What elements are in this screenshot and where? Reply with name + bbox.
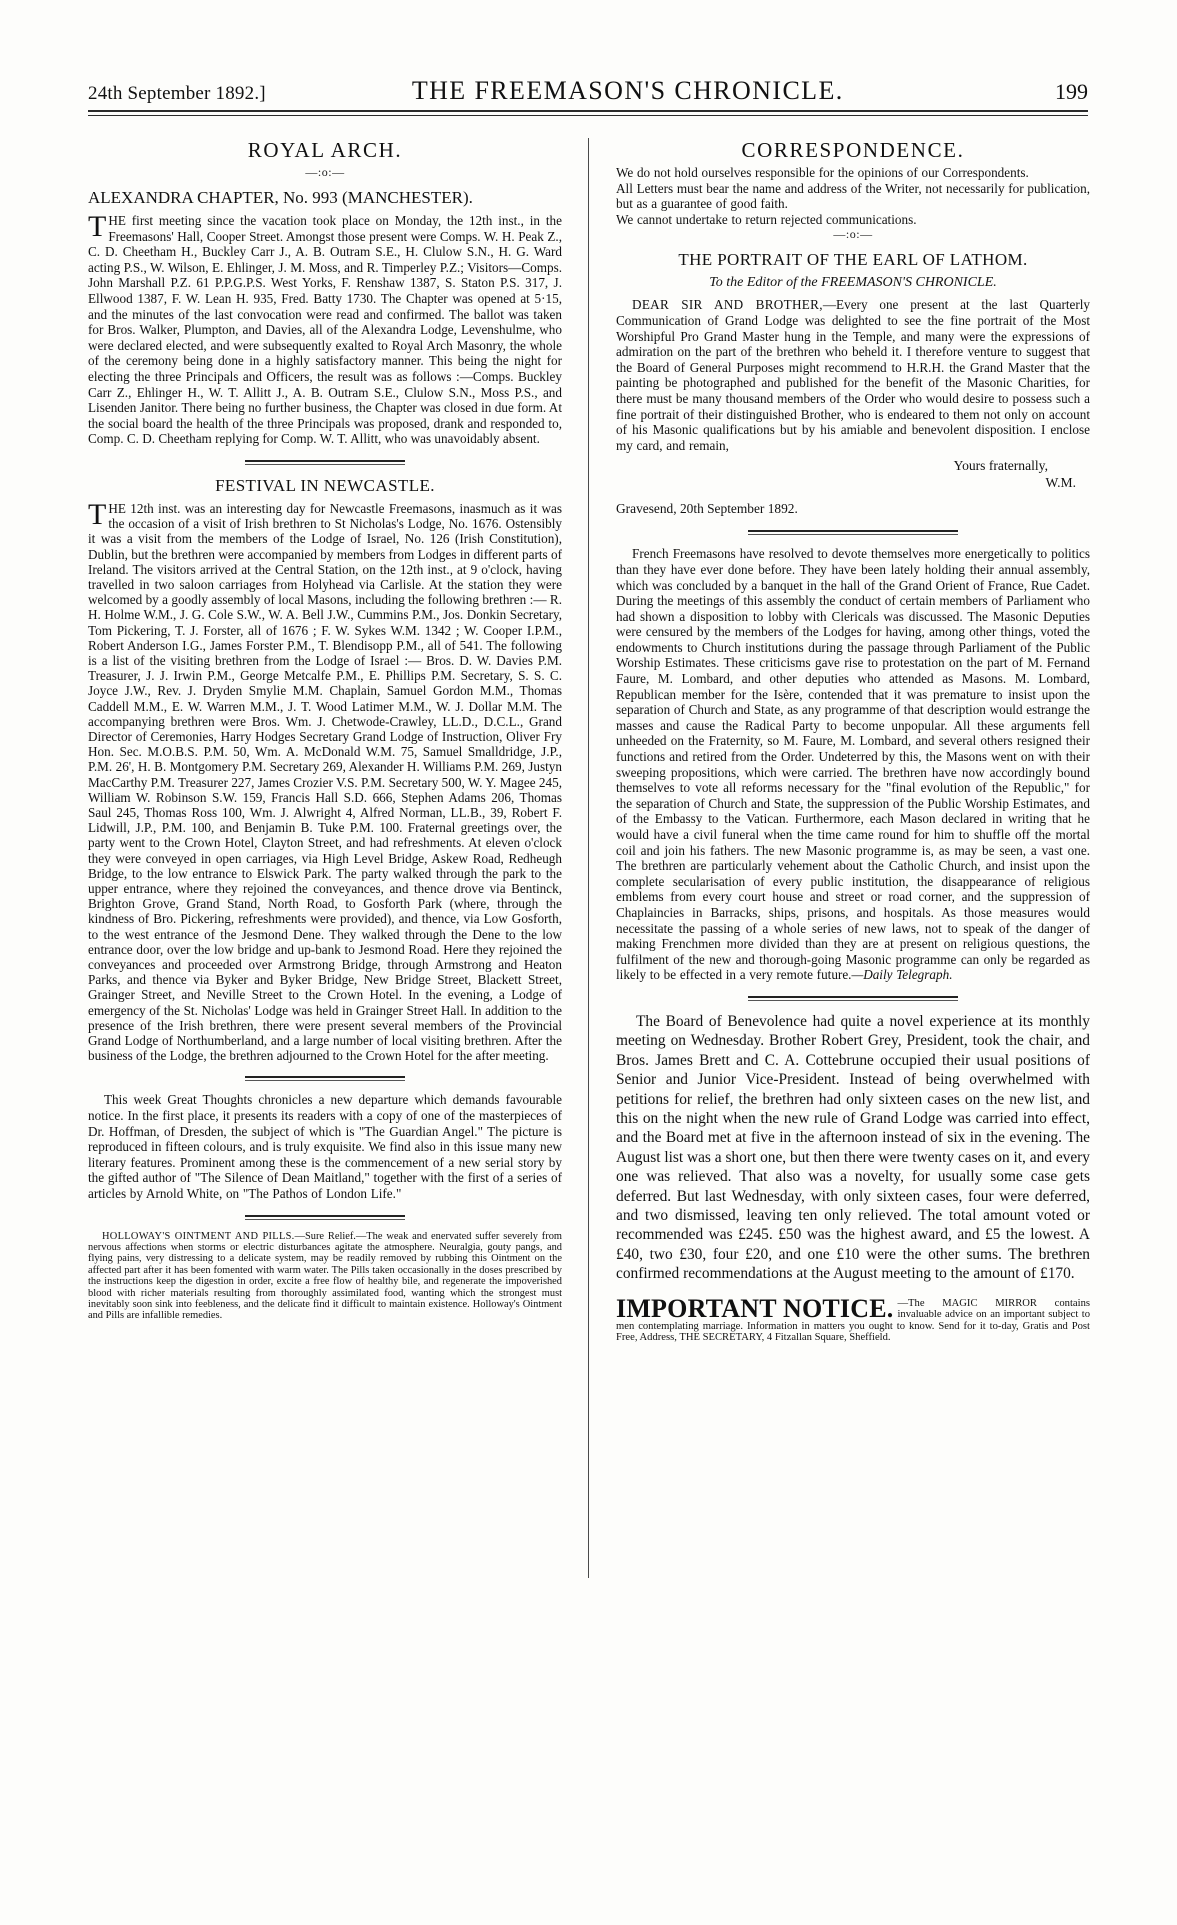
masthead-date: 24th September 1892.]	[88, 83, 266, 104]
masthead	[88, 76, 1088, 106]
letter-to-editor: To the Editor of the FREEMASON'S CHRONICLE.	[709, 275, 997, 291]
great-thoughts-note: This week Great Thoughts chronicles a new departure which demands favourable notice. In the first place, it presents its readers with a copy of one of the masterpieces of Dr. Hoffman, of Dresden, the subject of which is "The Guardian Angel." The picture is reproduced in fifteen colours, and is truly exquisite. We find also in this issue many new literary features. Prominent among these is the commencement of a new serial story by the gifted author of "The Silence of Dean Maitland," together with the first of a series of articles by Arnold White, on "The Pathos of London Life."	[88, 1092, 562, 1201]
holloway-advert-body: —Sure Relief.—The weak and enervated suffer severely from nervous affections when storms or electric disturbances agitate the atmosphere. Neuralgia, gouty pangs, and flying pains, very distressing to a delicate system, may be readily removed by rubbing this Ointment on the affected part after it has been fomented with warm water. The Pills taken occasionally in the doses prescribed by the instructions keep the digestion in order, excite a free flow of healthy bile, and regenerate the impoverished blood with richer materials resulting from thoroughly assimilated food, wanting which the strongest must inevitably soon sink into feebleness, and the delicate find it difficult to maintain existence. Holloway's Ointment and Pills are infallible remedies.	[88, 1230, 562, 1322]
rule-after-festival	[245, 1076, 405, 1081]
correspondence-note-1: We do not hold ourselves responsible for the opinions of our Correspondents.	[616, 165, 1029, 180]
letter-salutation: DEAR SIR AND BROTHER,	[632, 297, 823, 313]
letter-body	[616, 297, 1090, 453]
important-notice-advert	[616, 1293, 1090, 1344]
correspondence-note-3: We cannot undertake to return rejected communications.	[616, 211, 917, 227]
correspondence-heading: CORRESPONDENCE.	[741, 138, 965, 162]
column-divider	[588, 138, 589, 1578]
letter-placeline: Gravesend, 20th September 1892.	[616, 501, 798, 517]
masthead-rule	[88, 110, 1088, 116]
alexandra-chapter-heading: ALEXANDRA CHAPTER, No. 993 (MANCHESTER).	[88, 188, 473, 207]
board-of-benevolence-article: The Board of Benevolence had quite a novel experience at its monthly meeting on Wednesday. Brother Robert Grey, President, took the chair, and Bros. James Brett and C. A. Cottebrune occupied their usual positions of Senior and Junior Vice-President. Instead of being overwhelmed with petitions for relief, the brethren had only sixteen cases on the new list, and this on the night when the new rule of Grand Lodge was carried into effect, and the Board met at five in the afternoon instead of six in the evening. The August list was a short one, but then there were twenty cases on it, and every one was relieved. That also was a novelty, for usually some case gets deferred. But last Wednesday, with only sixteen cases, four were deferred, and two dismissed, leaving ten only relieved. The total amount voted or recommended was £245. £50 was the highest award, and £5 the lowest. A £40, two £30, four £20, and one £10 were the other sums. The brethren confirmed recommendations at the August meeting to the amount of £170.	[616, 1012, 1090, 1283]
important-notice-body: —The MAGIC MIRROR contains invaluable advice on an important subject to men contemplating marriage. Information in matters you ought to know. Send for it to-day, Gratis and Post Free, Address, THE SECRETARY, 4 Fitzallan Square, Sheffield.	[616, 1297, 1090, 1344]
royal-arch-heading: ROYAL ARCH.	[247, 138, 403, 162]
french-freemasons-article	[616, 546, 1090, 983]
column-container	[88, 128, 1090, 1888]
right-column	[616, 128, 1090, 1888]
rule-after-royal-arch	[245, 460, 405, 465]
letter-signature: W.M.	[1045, 475, 1076, 491]
page-number: 199	[1055, 79, 1088, 104]
left-column	[88, 128, 562, 1888]
french-freemasons-source: —Daily Telegraph.	[851, 967, 953, 983]
letter-closing: Yours fraternally,	[953, 458, 1048, 474]
festival-body: THE 12th inst. was an interesting day for Newcastle Freemasons, inasmuch as it was the occasion of a visit of Irish brethren to St Nicholas's Lodge, No. 1676. Ostensibly it was a visit from the members of the Lodge of Israel, No. 126 (Irish Constitution), Dublin, but the brethren were accompanied by members from Lodges in different parts of Ireland. The visitors arrived at the Central Station, on the 12th inst., at 9 o'clock, having travelled in two saloon carriages from Holyhead via Carlisle. At the station they were welcomed by a goodly assembly of local Masons, including the following brethren :— R. H. Holme W.M., J. G. Cole S.W., W. A. Bell J.W., Cummins P.M., Jos. Donkin Secretary, Tom Pickering, T. J. Forster, all of 1676 ; F. W. Sykes W.M. 1342 ; W. Cooper I.P.M., Robert Anderson I.G., James Forster P.M., T. Blendisopp P.M., all of 541. The following is a list of the visiting brethren from the Lodge of Israel :— Bros. D. W. Davies P.M. Treasurer, J. J. Irwin P.M., George Metcalfe P.M., E. Phillips P.M. Secretary, S. S. C. Joyce J.W., Rev. J. Dryden Smylie M.M. Chaplain, Samuel Gordon M.M., Thomas Caddell M.M., E. W. Warren M.M., J. T. Wood Latimer M.M., W. J. Dollar M.M. The accompanying brethren were Bros. Wm. J. Chetwode-Crawley, LL.D., D.C.L., Grand Director of Ceremonies, Harry Hodges Secretary Grand Lodge of Instruction, Oliver Fry Hon. Sec. M.O.B.S. P.M. 50, Wm. A. McDonald W.M. 75, Samuel Smalldridge, J.P., P.M. 26', H. B. Montgomery P.M. Secretary 269, Alexander H. Williams P.M. 269, Justyn MacCarthy P.M. Treasurer 227, James Crozier V.S. P.M. Secretary 500, W. Y. Magee 245, William W. Robinson S.W. 159, Francis Hall S.D. 666, Stephen Adams 206, Thomas Saul 245, Thomas Ross 100, Wm. J. Alwright 4, Alfred Norman, LL.B., 39, Robert F. Lidwill, J.P., P.M. 100, and Benjamin B. Tuke P.M. 100. Fraternal greetings over, the party went to the Crown Hotel, Clayton Street, and had refreshments. At eleven o'clock they were conveyed in open carriages, via High Level Bridge, Askew Road, Redheugh Bridge, to the low entrance to Elswick Park. The party walked through the park to the upper entrance, where they rejoined the conveyances, and thence drove via Bentinck, Brighton Grove, Grand Stand, North Road, to Gosforth Park (where, through the kindness of Bro. Pickering, refreshments were provided), and thence, via Low Gosforth, to the west entrance of the Jesmond Dene. They walked through the Dene to the low entrance door, over the low bridge and up-bank to Jesmond Road. Here they rejoined the conveyances and proceeded over Armstrong Bridge, through Armstrong and Heaton Parks, and thence via Byker and Byker Bridge, New Bridge Street, Blackett Street, Grainger Street, and Neville Street to the Crown Hotel. In the evening, a Lodge of emergency of the St. Nicholas' Lodge was held in Grainger Street Hall. In addition to the presence of the Irish brethren, there were present several members of the Provincial Grand Lodge of Northumberland, and a large number of local visiting brethren. After the business of the Lodge, the brethren adjourned to the Crown Hotel for the after meeting.	[88, 497, 562, 1064]
masthead-title: THE FREEMASON'S CHRONICLE.	[411, 76, 844, 105]
correspondence-note-2: All Letters must bear the name and address of the Writer, not necessarily for publication, but as a guarantee of good faith.	[616, 180, 1090, 212]
holloway-advert	[88, 1231, 562, 1322]
letter-text: —Every one present at the last Quarterly Communication of Grand Lodge was delighted to see the fine portrait of the Most Worshipful Pro Grand Master hung in the Temple, and many were the expressions of admiration on the part of the brethren who beheld it. I therefore venture to suggest that the Board of General Purposes might recommend to H.R.H. the Grand Master that the painting be photographed and published for the benefit of the Masonic Charities, for there must be many thousand members of the Order who would desire to possess such a fine portrait of their distinguished Brother, who is endeared to them not only on account of his Masonic qualifications but by his amiable and benevolent disposition. I enclose my card, and remain,	[616, 297, 1091, 453]
festival-heading: FESTIVAL IN NEWCASTLE.	[215, 475, 435, 495]
royal-arch-body: THE first meeting since the vacation took place on Monday, the 12th inst., in the Freemasons' Hall, Cooper Street. Amongst those present were Comps. W. H. Peak Z., C. D. Cheetham H., Buckley Carr J., A. B. Outram S.E., H. Clulow S.N., H. G. Ward acting P.S., W. Wilson, E. Ehlinger, J. M. Moss, and R. Timperley P.Z.; Visitors—Comps. John Marshall P.Z. 61 P.P.G.P.S. West Yorks, F. Renshaw 1387, S. Staton P.S. 317, J. Ellwood 1387, F. W. Lean H. 935, Fred. Batty 1730. The Chapter was opened at 5·15, and the minutes of the last convocation were read and confirmed. The ballot was taken for Bros. Walker, Plumpton, and Davies, all of the Alexandra Lodge, Levenshulme, who were declared elected, and were subsequently exalted to Royal Arch Masonry, the whole of the ceremony being done in a highly satisfactory manner. This being the night for electing the three Principals and Officers, the result was as follows :—Comps. Buckley Carr Z., Ehlinger H., W. T. Allitt J., A. B. Outram S.E., Clulow S.N., Moss P.S., and Lisenden Janitor. There being no further business, the Chapter was closed in due form. At the social board the health of the three Principals was proposed, drank and responded to, Comp. C. D. Cheetham replying for Comp. W. T. Allitt, who was unavoidably absent.	[88, 210, 562, 447]
ornament-divider-2: —:o:—	[833, 227, 873, 242]
rule-before-advert	[245, 1215, 405, 1220]
ornament-divider: —:o:—	[305, 165, 345, 179]
letter-heading: THE PORTRAIT OF THE EARL OF LATHOM.	[678, 250, 1028, 270]
rule-before-benevolence	[748, 996, 958, 1001]
french-freemasons-text: French Freemasons have resolved to devote themselves more energetically to politics than they have ever done before. They have been lately holding their annual assembly, which was concluded by a banquet in the hall of the Grand Orient of France, Rue Cadet. During the meetings of this assembly the conduct of certain members of Parliament who had shown a disposition to lobby with Clericals was discussed. The Masonic Deputies were censured by the members of the Lodges for having, among other things, voted the endowments to Church institutions during the passage through Parliament of the Public Worship Estimates. These criticisms gave rise to protestation on the part of M. Fernand Faure, M. Lombard, and other deputies who attended as Masons. M. Lombard, Republican member for the Isère, contended that it was premature to insist upon the separation of Church and State, as any programme of that description would estrange the masses and cause the Radical Party to become unpopular. All these arguments fell unheeded on the Fraternity, so M. Faure, M. Lombard, and several others resigned their functions and retired from the Order. Undeterred by this, the Masons went on with their sweeping propositions, which were carried. The brethren have now accordingly bound themselves to vote all reforms necessary for the "final evolution of the Republic," for the separation of Church and State, the suppression of the Public Worship Estimates, and of the Embassy to the Vatican. Furthermore, each Mason declared in writing that he would have a civil funeral when the time came round for him to shuffle off the mortal coil and join his fathers. The new Masonic programme is, as may be seen, a vast one. The brethren are particularly vehement about the Catholic Church, and insist upon the complete secularisation of every public institution, the disappearance of religious emblems from every court house and street or road corner, and the suppression of Chaplaincies in Barracks, ships, prisons, and hospitals. As those measures would necessitate the passing of a whole series of new laws, not to speak of the danger of making Frenchmen more divided than they are at present on religious questions, the fulfilment of the new and thorough-going Masonic programme can only be regarded as likely to be effected in a very remote future.	[616, 546, 1090, 983]
rule-after-letter	[748, 530, 958, 535]
important-notice-heading: IMPORTANT NOTICE.	[616, 1293, 894, 1323]
holloway-advert-lead: HOLLOWAY'S OINTMENT AND PILLS.	[102, 1230, 295, 1242]
